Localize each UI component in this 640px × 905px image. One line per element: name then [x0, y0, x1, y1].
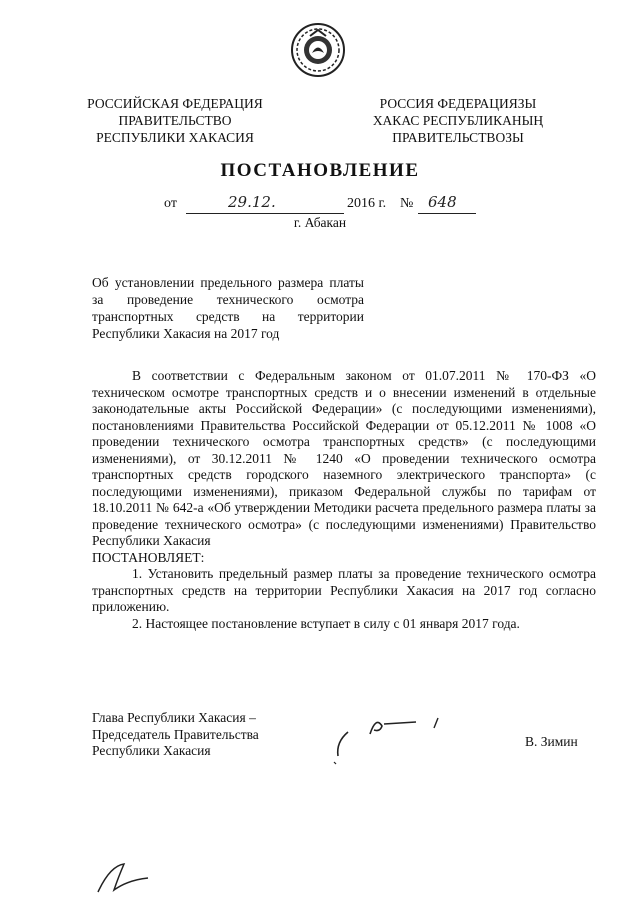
body-text: [92, 368, 596, 632]
subject-line: за проведение технического осмотра: [92, 292, 364, 307]
date-prefix: от: [164, 196, 177, 211]
date-handwritten: 29.12.: [228, 193, 276, 211]
subject-line: транспортных средств на территории: [92, 309, 364, 324]
item-1: 1. Установить предельный размер платы за проведение технического осмотра транспортных средств на территории Республики Хакасия на 2017 год согласно приложению.: [92, 566, 596, 614]
subject-line: Республики Хакасия на 2017 год: [92, 326, 280, 341]
coat-of-arms-icon: [290, 22, 346, 78]
date-underline: [186, 213, 344, 214]
subject: [92, 274, 364, 342]
header-right-line: ПРАВИТЕЛЬСТВОЗЫ: [392, 130, 524, 145]
header-right-line: ХАКАС РЕСПУБЛИКАНЫҢ: [372, 113, 544, 128]
header-left-line: ПРАВИТЕЛЬСТВО: [118, 113, 232, 128]
subject-line: Об установлении предельного размера платы: [92, 275, 364, 290]
signatory-name: В. Зимин: [525, 734, 578, 749]
signatory-title-line: Глава Республики Хакасия –: [92, 710, 256, 725]
header-right-line: РОССИЯ ФЕДЕРАЦИЯЗЫ: [379, 96, 537, 111]
city: г. Абакан: [293, 215, 347, 230]
handwritten-signature: [330, 712, 460, 772]
resolves: ПОСТАНОВЛЯЕТ:: [92, 549, 205, 565]
number-handwritten: 648: [428, 193, 457, 211]
handwritten-initials: [88, 858, 168, 898]
header-left-line: РЕСПУБЛИКИ ХАКАСИЯ: [96, 130, 254, 145]
signatory-title-line: Республики Хакасия: [92, 743, 211, 758]
year: 2016 г.: [347, 196, 387, 211]
item-2: 2. Настоящее постановление вступает в силу с 01 января 2017 года.: [132, 615, 520, 631]
header-left: [75, 95, 275, 146]
document-type: ПОСТАНОВЛЕНИЕ: [220, 160, 420, 181]
signatory-title-line: Председатель Правительства: [92, 726, 259, 742]
number-underline: [418, 213, 476, 214]
header-left-line: РОССИЙСКАЯ ФЕДЕРАЦИЯ: [87, 96, 263, 111]
header-right: [358, 95, 558, 146]
preamble: В соответствии с Федеральным законом от 01.07.2011 № 170-ФЗ «О техническом осмотре транспортных средств и о внесении изменений в отдельные законодательные акты Российской Федерации» (с последующими изменениями), постановлениями Правительства Российской Федерации от 05.12.2011 № 1008 «О проведении технического осмотра транспортных средств» (с последующими изменениями), от 30.12.2011 № 1240 «О проведении технического осмотра транспортных средств городского наземного электрического транспорта» (с последующими изменениями), приказом Федеральной службы по тарифам от 18.10.2011 № 642-а «Об утверждении Методики расчета предельного размера платы за проведение технического осмотра» (с последующими изменениями) Правительство Республики Хакасия: [92, 368, 596, 548]
signatory-title: [92, 710, 312, 760]
number-prefix: №: [400, 196, 414, 211]
